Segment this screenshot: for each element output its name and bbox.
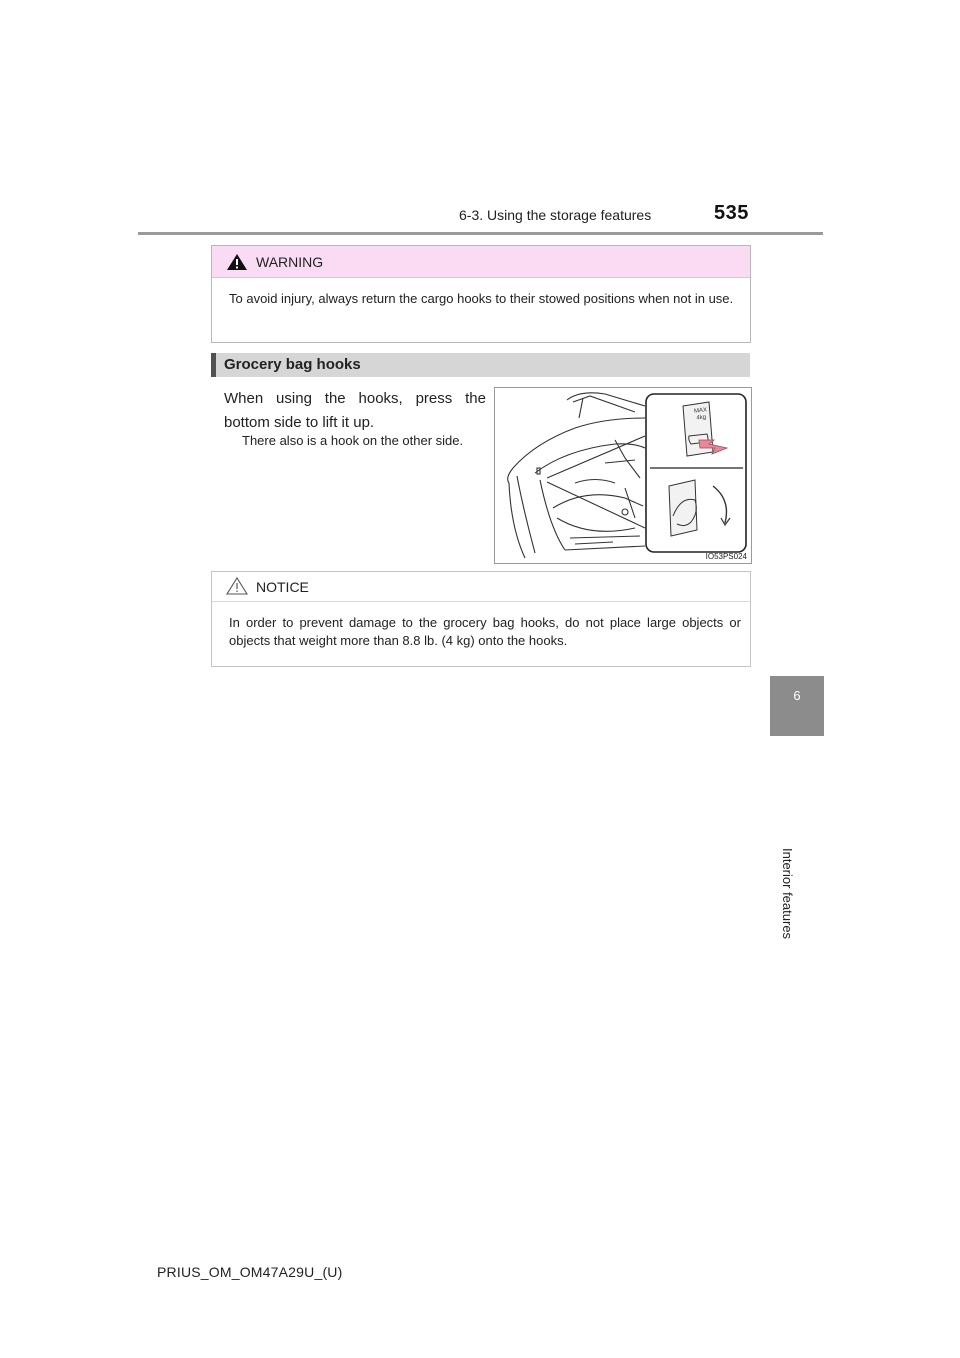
warning-header	[212, 246, 750, 278]
running-header-section: 6-3. Using the storage features	[459, 207, 652, 223]
grocery-bag-hook-illustration	[494, 387, 752, 564]
chapter-label: Interior features	[780, 848, 795, 940]
warning-box	[211, 245, 751, 343]
warning-triangle-icon	[226, 253, 248, 271]
warning-title: WARNING	[256, 254, 324, 270]
notice-title: NOTICE	[256, 579, 309, 595]
section-heading	[211, 353, 750, 377]
instruction-text: When using the hooks, press the bottom side to lift it up.	[224, 390, 486, 431]
note-text: There also is a hook on the other side.	[242, 433, 464, 448]
figure-id: IO53PS024	[705, 552, 747, 561]
header-rule	[138, 232, 823, 235]
section-heading-bar	[211, 353, 216, 377]
notice-text: In order to prevent damage to the grocery bag hooks, do not place large objects or objects that weight more than 8.8 lb. (4 kg) onto the hooks.	[229, 615, 741, 648]
footer-document-code: PRIUS_OM_OM47A29U_(U)	[157, 1264, 343, 1280]
section-heading-text: Grocery bag hooks	[224, 356, 361, 373]
notice-triangle-icon	[226, 577, 248, 595]
max-label-line1: MAX	[693, 407, 708, 415]
page-number: 535	[714, 202, 749, 224]
notice-header	[212, 572, 750, 602]
chapter-tab	[770, 676, 824, 736]
max-label-line2: 4kg	[696, 414, 707, 422]
notice-box	[211, 571, 751, 667]
chapter-number: 6	[793, 688, 801, 703]
warning-text: To avoid injury, always return the cargo hooks to their stowed positions when not in use.	[229, 291, 734, 306]
